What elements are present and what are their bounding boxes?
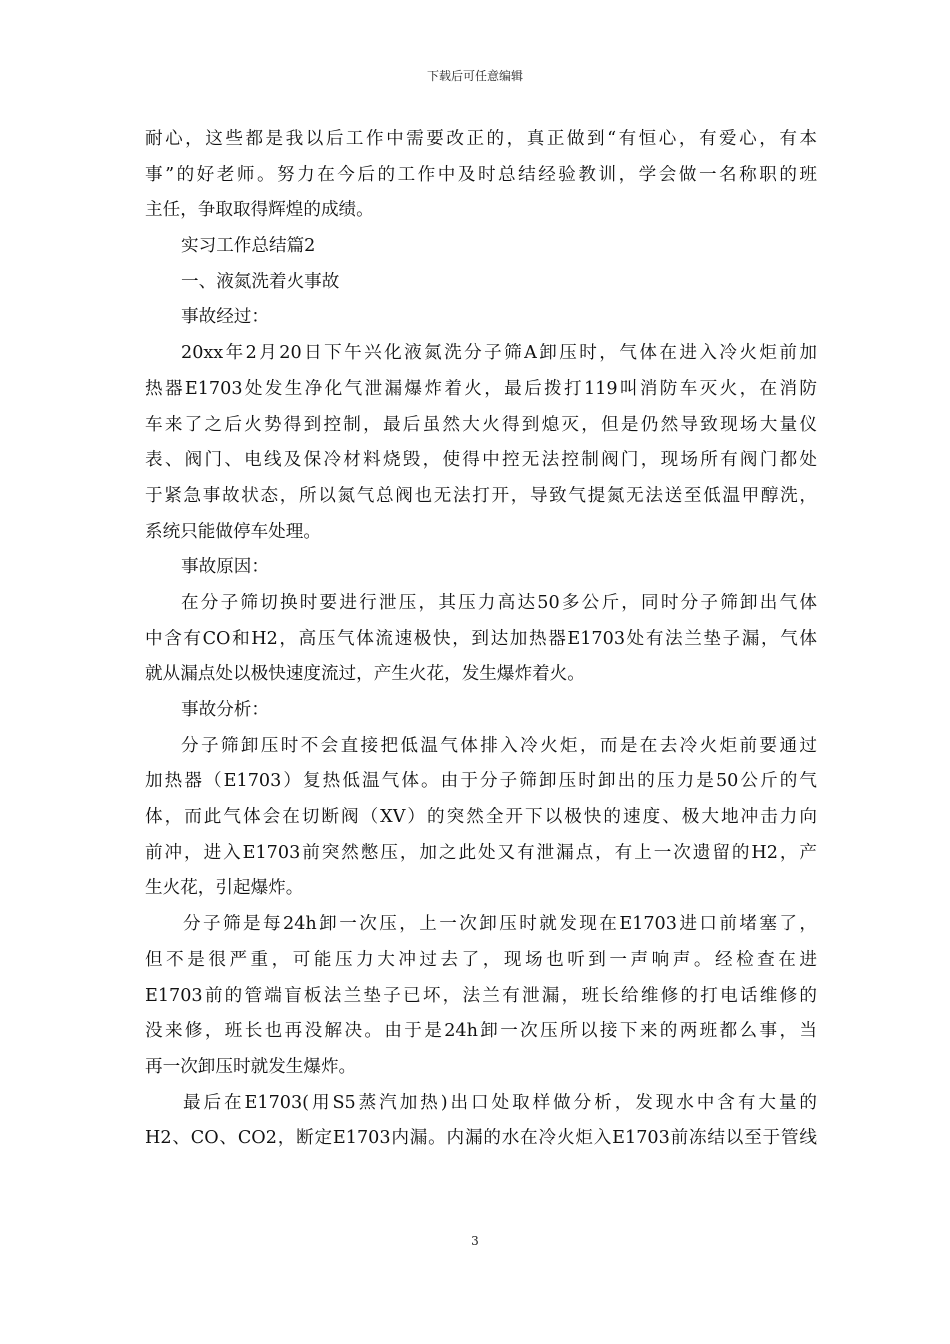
page-number: 3 — [471, 1234, 479, 1248]
text-line: 最后在E1703(用S5蒸汽加热)出口处取样做分析，发现水中含有大量的 — [183, 1092, 817, 1113]
text-line: 20xx年2月20日下午兴化液氮洗分子筛A卸压时，气体在进入冷火炬前加 — [181, 343, 817, 364]
text-line: 就从漏点处以极快速度流过，产生火花，发生爆炸着火。 — [145, 664, 585, 685]
text-line: 事故经过： — [181, 307, 269, 328]
text-line: 分子筛卸压时不会直接把低温气体排入冷火炬，而是在去冷火炬前要通过 — [181, 735, 817, 756]
text-line: 主任，争取取得辉煌的成绩。 — [145, 200, 374, 221]
text-line: 事”的好老师。努力在今后的工作中及时总结经验教训，学会做一名称职的班 — [145, 164, 817, 185]
text-line: 表、阀门、电线及保冷材料烧毁，使得中控无法控制阀门，现场所有阀门都处 — [145, 450, 817, 471]
text-line: 加热器（E1703）复热低温气体。由于分子筛卸压时卸出的压力是50公斤的气 — [145, 771, 817, 792]
text-line: E1703前的管端盲板法兰垫子已坏，法兰有泄漏，班长给维修的打电话维修的 — [145, 985, 817, 1006]
text-line: 在分子筛切换时要进行泄压，其压力高达50多公斤，同时分子筛卸出气体 — [181, 592, 817, 613]
text-line: 体，而此气体会在切断阀（XV）的突然全开下以极快的速度、极大地冲击力向 — [145, 807, 817, 828]
text-line: 实习工作总结篇2 — [181, 236, 316, 257]
text-line: 车来了之后火势得到控制，最后虽然大火得到熄灭，但是仍然导致现场大量仪 — [145, 414, 817, 435]
text-line: 耐心，这些都是我以后工作中需要改正的，真正做到“有恒心，有爱心，有本 — [145, 129, 817, 149]
text-line: 于紧急事故状态，所以氮气总阀也无法打开，导致气提氮无法送至低温甲醇洗， — [145, 485, 817, 506]
text-line: 事故原因： — [181, 557, 269, 578]
text-line: 前冲，进入E1703前突然憋压，加之此处又有泄漏点，有上一次遗留的H2，产 — [145, 842, 817, 863]
text-line: 热器E1703处发生净化气泄漏爆炸着火，最后拨打119叫消防车灭火，在消防 — [145, 378, 817, 399]
text-line: 但不是很严重，可能压力大冲过去了，现场也听到一声响声。经检查在进 — [145, 949, 817, 970]
text-line: 分子筛是每24h卸一次压，上一次卸压时就发现在E1703进口前堵塞了， — [183, 914, 817, 935]
document-body — [145, 122, 817, 1157]
text-line: 事故分析： — [181, 700, 269, 720]
text-line: 一、液氮洗着火事故 — [181, 271, 340, 292]
text-line: 系统只能做停车处理。 — [145, 521, 321, 542]
text-line: 没来修，班长也再没解决。由于是24h卸一次压所以接下来的两班都么事，当 — [145, 1021, 817, 1042]
page-header: 下载后可任意编辑 — [426, 69, 523, 83]
text-line: H2、CO、CO2，断定E1703内漏。内漏的水在冷火炬入E1703前冻结以至于管线 — [145, 1128, 817, 1149]
text-line: 再一次卸压时就发生爆炸。 — [145, 1056, 357, 1077]
text-line: 生火花，引起爆炸。 — [145, 878, 304, 899]
text-line: 中含有CO和H2，高压气体流速极快，到达加热器E1703处有法兰垫子漏，气体 — [145, 628, 817, 649]
